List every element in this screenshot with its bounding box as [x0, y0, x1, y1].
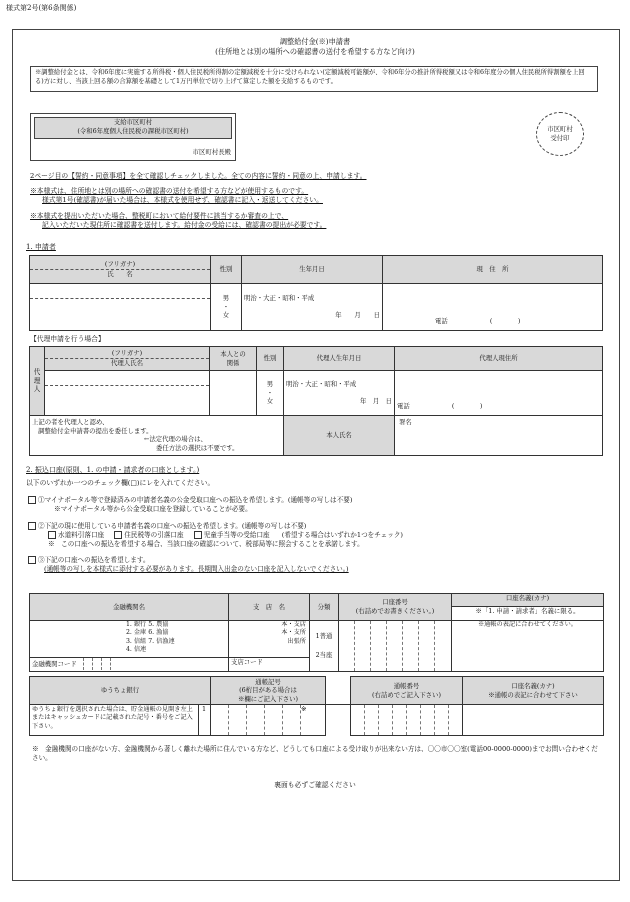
- applicant-name-input[interactable]: [30, 299, 210, 330]
- addressee-box: [30, 113, 236, 161]
- mayor: 市区町村長殿: [192, 148, 231, 157]
- form-number: 様式第2号(第6条関係): [6, 4, 77, 12]
- applicant-table: (フリガナ) 氏 名 性別 生年月日 現 住 所 男 ・ 女 明治・大正・昭和・平成 年 月 日 電話 ( ): [29, 255, 603, 331]
- yucho-holder-input[interactable]: [463, 705, 604, 736]
- bank-options: ①マイナポータル等で登録済みの申請者名義の公金受取口座への振込を希望します。(通帳等の写しは不要) ※マイナポータル等から公金受取口座を登録していることが必要。 ②下記の現に使用している申請者名義の口座への振込を希望します。(通帳等の写しは不要) 水道料引落口座 住民税等の引落口座 児童手当等の受給口座 (希望する場合はいずれか1つをチェック) ※ この口座への振込を希望する場合、当該口座の確認について、税部局等に照会することを承諾します。 ③下記の口座への振込を希望します。 (通帳等の写しを本様式に添付する必要があります。長期間入出金のない口座を記入しないでください。): [28, 496, 608, 574]
- institution-field[interactable]: 1. 銀行 5. 農協 2. 金庫 6. 漁協 3. 信組 7. 信漁連 4. 信連 金融機関コード: [30, 621, 229, 672]
- agent-address-input[interactable]: 電話 ( ): [395, 371, 603, 416]
- addressee-line1: 支給市区町村: [113, 118, 153, 126]
- option2-checkbox[interactable]: [28, 522, 36, 530]
- note-box: ※調整給付金とは、令和6年度に実施する所得税・個人住民税所得割の定額減税を十分に受けられない(定額減税可能額が、令和6年分の推計所得税額又は令和6年度分の個人住民税所得割額を上回る)方に対し、当該上回る額の合算額を基礎として1万円単位で切り上げて算定した額を支給するものです。: [30, 66, 598, 92]
- agent-heading: 【代理申請を行う場合】: [30, 335, 105, 343]
- form-title: 調整給付金(※)申請書 (住所地とは別の場所への確認書の送付を希望する方など向け): [215, 37, 415, 56]
- delegation-statement: 上記の者を代理人と認め、 調整給付金申請書の提出を委任します。 ←法定代理の場合は、 委任方法の選択は不要です。: [30, 416, 284, 456]
- branch-code[interactable]: 支店コード: [229, 657, 309, 670]
- agent-furigana-input[interactable]: [45, 371, 209, 386]
- applicant-gender-select[interactable]: 男 ・ 女: [211, 284, 242, 331]
- bank-intro: 以下のいずれか一つのチェック欄(□)にレを入れてください。: [26, 479, 215, 487]
- agent-side-label: 代 理 人: [30, 347, 45, 416]
- addressee-line2: (令和6年度個人住民税の課税市区町村): [77, 126, 189, 135]
- account-number-input[interactable]: [339, 621, 452, 672]
- yucho-symbol-input[interactable]: ※: [211, 705, 326, 736]
- water-bill-checkbox[interactable]: [48, 531, 56, 539]
- bank-option-1[interactable]: ①マイナポータル等で登録済みの申請者名義の公金受取口座への振込を希望します。(通帳等の写しは不要): [28, 496, 608, 505]
- branch-field[interactable]: 本・支店 本・支所 出張所 支店コード: [229, 621, 310, 672]
- child-allowance-checkbox[interactable]: [194, 531, 202, 539]
- applicant-furigana-input[interactable]: [30, 284, 210, 299]
- option3-checkbox[interactable]: [28, 556, 36, 564]
- bank-option-3[interactable]: ③下記の口座への振込を希望します。: [28, 556, 608, 565]
- consent-check-text: 2ページ目の【誓約・同意事項】を全て確認しチェックしました。全ての内容に誓約・同意の上、申請します。: [30, 172, 367, 180]
- bank-table: 金融機関名 支 店 名 分類 口座番号 (右詰めでお書きください。) 口座名義(カナ) ※「1. 申請・請求者」名義に限る。 1. 銀行 5. 農協 2. 金庫 6. 漁協 3. 信組 7. 信漁連 4. 信連 金融機関コード 本・支店 本・支所 出張所 支店コード 1普通 2当座 ※通帳の表記に合わせてください。: [29, 593, 604, 672]
- yucho-number-input[interactable]: [351, 705, 463, 736]
- option1-checkbox[interactable]: [28, 496, 36, 504]
- agent-relation-input[interactable]: [210, 371, 257, 416]
- yucho-table: ゆうちょ銀行 通帳記号 (6桁目がある場合は ※欄にご記入下さい) 通帳番号 (右詰めでご記入下さい) 口座名義(カナ) ※通帳の表記に合わせて下さい ゆうちょ銀行を選択された場合は、貯金通帳の見開き左上またはキャッシュカードに記載された記号・番号をご記入下さい。 1 ※: [29, 676, 604, 736]
- bank-heading: 2. 振込口座(原則、1. の申請・請求者の口座とします。): [26, 466, 200, 474]
- resident-tax-checkbox[interactable]: [114, 531, 122, 539]
- applicant-birthdate-input[interactable]: 明治・大正・昭和・平成 年 月 日: [242, 284, 383, 331]
- bank-option-2[interactable]: ②下記の現に使用している申請者名義の口座への振込を希望します。(通帳等の写しは不要): [28, 522, 608, 531]
- footer: 裏面も必ずご確認ください: [274, 781, 356, 789]
- agent-gender-select[interactable]: 男 ・ 女: [257, 371, 284, 416]
- institution-code[interactable]: 金融機関コード: [30, 657, 228, 670]
- agent-name-input[interactable]: [45, 386, 209, 415]
- applicant-address-input[interactable]: 電話 ( ): [383, 284, 603, 331]
- reception-stamp: 市区町村 受付印: [536, 112, 584, 156]
- agent-table: 代 理 人 (フリガナ) 代理人氏名 本人との 関係 性別 代理人生年月日 代理人現住所 男 ・ 女 明治・大正・昭和・平成 年 月 日 電話 ( ) 上記の者を代理人と認め、 調整給付金申請書の提出を委任します。 ←法定代理の場合は、 委任方法の選択は不要です。 本人氏名 署名: [29, 346, 603, 456]
- account-holder-input[interactable]: ※通帳の表記に合わせてください。: [452, 621, 604, 672]
- account-category[interactable]: 1普通 2当座: [310, 621, 339, 672]
- signature-field[interactable]: 署名: [395, 416, 603, 456]
- agent-birthdate-input[interactable]: 明治・大正・昭和・平成 年 月 日: [284, 371, 395, 416]
- applicant-heading: 1. 申請者: [26, 243, 56, 251]
- instructions: 2ページ目の【誓約・同意事項】を全て確認しチェックしました。全ての内容に誓約・同意の上、申請します。 ※本様式は、住所地とは別の場所への確認書の送付を希望する方などが使用するものです。 様式第1号(確認書)が届いた場合は、本様式を使用せず、確認書に記入・返送してください。 ※本様式を提出いただいた場合、整税町において給付要件に該当するか審査の上で、 記入いただいた現住所に確認書を送付します。給付金の受給には、確認書の提出が必要です。: [30, 172, 600, 230]
- footer-note: ※ 金融機関の口座がない方、金融機関から著しく離れた場所に住んでいる方など、どうしても口座による受け取りが出来ない方は、〇〇市〇〇室(電話00-0000-0000)までお問い合わせください。: [32, 745, 598, 762]
